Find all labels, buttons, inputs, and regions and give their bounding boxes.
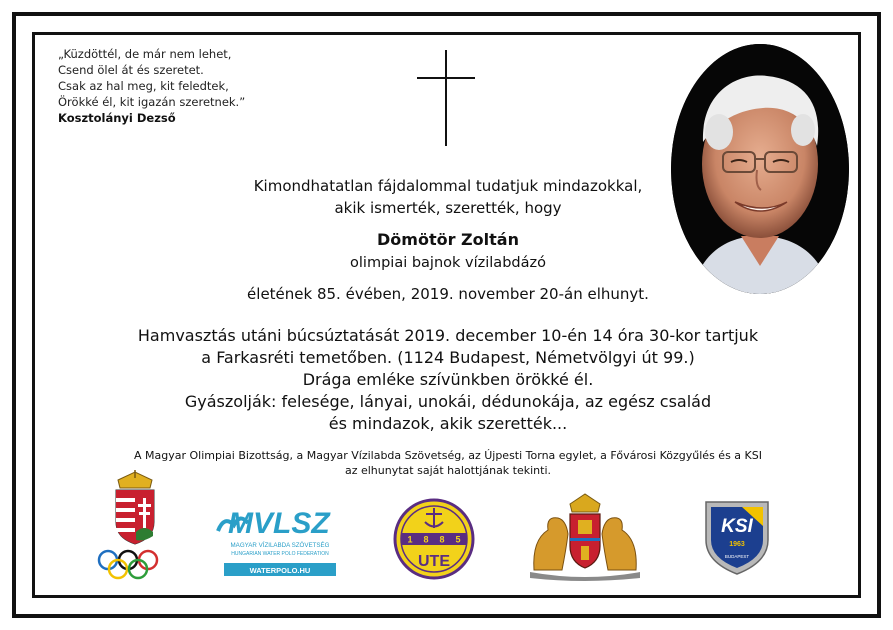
mvlsz-name-en: HUNGARIAN WATER POLO FEDERATION [231,551,329,557]
death-notice: életének 85. évében, 2019. november 20-án elhunyt. [247,285,649,303]
ute-logo [393,498,475,580]
deceased-title: olimpiai bajnok vízilabdázó [350,255,546,271]
ksi-city: BUDAPEST [724,554,750,559]
deceased-name: Dömötör Zoltán [377,230,519,249]
mvlsz-wordmark: MVLSZ [228,507,330,540]
organizations-line: A Magyar Olimpiai Bizottság, a Magyar Vízilabda Szövetség, az Újpesti Torna egylet, a Fővárosi Közgyűlés és a KSI [134,449,762,462]
organizations-line: az elhunytat saját halottjának tekinti. [344,464,552,477]
ute-digit: 8 [423,534,429,545]
organizations-text [60,448,836,478]
funeral-line: Gyászolják: felesége, lányai, unokái, dédunokája, az egész család [184,392,712,411]
budapest-coat-of-arms-logo [526,490,644,582]
ute-digit: 8 [439,534,445,545]
cross-icon [417,50,475,146]
ksi-logo [702,496,772,576]
quote-line: Csend ölel át és szeretet. [58,63,204,77]
quote-line: Örökké él, kit igazán szeretnek.” [58,95,246,109]
funeral-line: a Farkasréti temetőben. (1124 Budapest, Németvölgyi út 99.) [201,348,695,367]
intro-line: Kimondhatatlan fájdalommal tudatjuk mindazokkal, [253,177,643,195]
intro-line: akik ismerték, szerették, hogy [334,199,562,217]
ute-digit: 5 [455,534,461,545]
quote-line: Csak az hal meg, kit feledtek, [58,79,229,93]
funeral-line: és mindazok, akik szerették... [328,414,568,433]
mvlsz-logo [210,505,350,580]
mvlsz-name-hu: MAGYAR VÍZILABDA SZÖVETSÉG [230,542,330,549]
ksi-small: 1963 [729,541,745,548]
funeral-details [60,325,836,435]
funeral-line: Hamvasztás utáni búcsúztatását 2019. december 10-én 14 óra 30-kor tartjuk [137,326,759,345]
funeral-line: Drága emléke szívünkben örökké él. [302,370,594,389]
mvlsz-url: WATERPOLO.HU [249,566,311,575]
ute-digit: 1 [407,534,413,545]
quote-block [58,46,245,126]
hungarian-olympic-committee-logo [96,470,174,582]
ute-letters: UTE [418,553,450,570]
intro-text [60,175,836,219]
quote-line: „Küzdöttél, de már nem lehet, [58,47,232,61]
ksi-letters: KSI [721,516,753,537]
quote-author: Kosztolányi Dezső [58,111,176,125]
